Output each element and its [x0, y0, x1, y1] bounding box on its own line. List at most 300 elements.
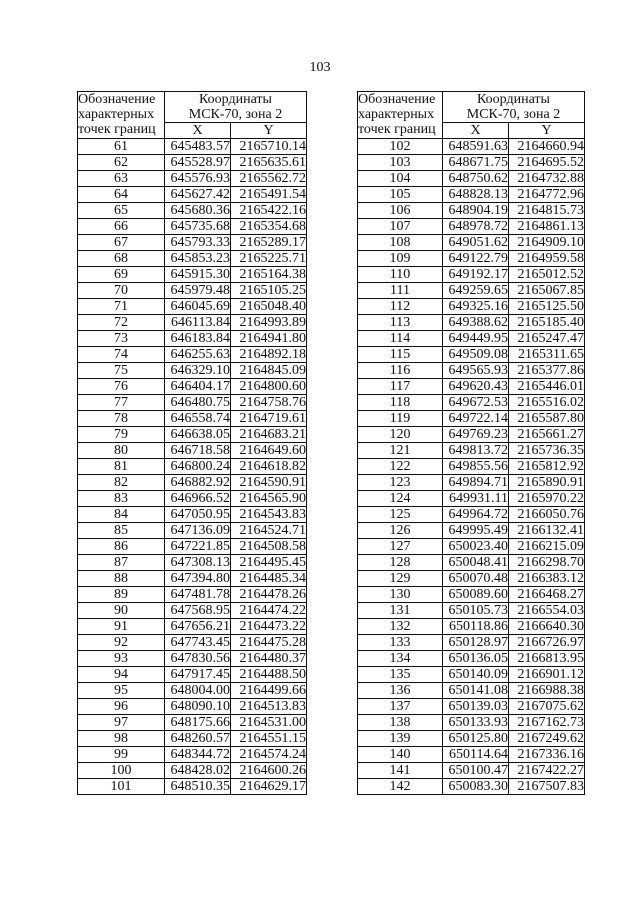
- point-number-cell: 103: [358, 155, 443, 171]
- point-number-cell: 126: [358, 523, 443, 539]
- y-coordinate-cell: 2165562.72: [231, 171, 307, 187]
- x-coordinate-cell: 648828.13: [443, 187, 509, 203]
- table-row: [78, 187, 307, 203]
- point-number-cell: 106: [358, 203, 443, 219]
- point-number-cell: 73: [78, 331, 165, 347]
- point-number-cell: 124: [358, 491, 443, 507]
- table-row: [78, 763, 307, 779]
- y-coordinate-cell: 2165311.65: [509, 347, 585, 363]
- table-row: [358, 379, 585, 395]
- coordinates-header: [443, 92, 585, 123]
- y-coordinate-cell: 2164488.50: [231, 667, 307, 683]
- point-number-cell: 62: [78, 155, 165, 171]
- x-coordinate-cell: 650083.30: [443, 779, 509, 795]
- y-coordinate-cell: 2165516.02: [509, 395, 585, 411]
- table-row: [358, 539, 585, 555]
- y-coordinate-cell: 2164909.10: [509, 235, 585, 251]
- point-number-cell: 65: [78, 203, 165, 219]
- x-coordinate-cell: 649855.56: [443, 459, 509, 475]
- y-coordinate-cell: 2165164.38: [231, 267, 307, 283]
- x-coordinate-cell: 646329.10: [165, 363, 231, 379]
- x-coordinate-cell: 645576.93: [165, 171, 231, 187]
- table-row: [78, 571, 307, 587]
- table-row: [358, 715, 585, 731]
- y-coordinate-cell: 2165354.68: [231, 219, 307, 235]
- table-row: [78, 331, 307, 347]
- table-row: [78, 443, 307, 459]
- x-coordinate-cell: 649672.53: [443, 395, 509, 411]
- x-coordinate-cell: 649388.62: [443, 315, 509, 331]
- table-row: [78, 235, 307, 251]
- x-coordinate-cell: 650128.97: [443, 635, 509, 651]
- x-coordinate-cell: 648591.63: [443, 139, 509, 155]
- table-row: [78, 667, 307, 683]
- table-row: [358, 491, 585, 507]
- table-row: [358, 603, 585, 619]
- point-number-cell: 120: [358, 427, 443, 443]
- point-number-cell: 130: [358, 587, 443, 603]
- y-coordinate-cell: 2165812.92: [509, 459, 585, 475]
- x-coordinate-cell: 648510.35: [165, 779, 231, 795]
- point-number-cell: 125: [358, 507, 443, 523]
- y-coordinate-cell: 2164485.34: [231, 571, 307, 587]
- point-number-cell: 75: [78, 363, 165, 379]
- point-number-cell: 113: [358, 315, 443, 331]
- x-coordinate-cell: 650125.80: [443, 731, 509, 747]
- y-coordinate-cell: 2164551.15: [231, 731, 307, 747]
- coordinates-title: Координаты: [199, 92, 272, 107]
- table-row: [358, 587, 585, 603]
- x-coordinate-cell: 647221.85: [165, 539, 231, 555]
- point-number-cell: 109: [358, 251, 443, 267]
- x-coordinate-cell: 649449.95: [443, 331, 509, 347]
- point-number-cell: 131: [358, 603, 443, 619]
- point-number-cell: 80: [78, 443, 165, 459]
- y-coordinate-cell: 2165105.25: [231, 283, 307, 299]
- x-coordinate-cell: 650048.41: [443, 555, 509, 571]
- y-coordinate-cell: 2165125.50: [509, 299, 585, 315]
- x-coordinate-cell: 647394.80: [165, 571, 231, 587]
- point-number-cell: 76: [78, 379, 165, 395]
- table-row: [358, 779, 585, 795]
- y-coordinate-cell: 2164618.82: [231, 459, 307, 475]
- table-row: [358, 203, 585, 219]
- y-coordinate-cell: 2164508.58: [231, 539, 307, 555]
- y-coordinate-cell: 2165377.86: [509, 363, 585, 379]
- point-number-cell: 67: [78, 235, 165, 251]
- point-number-cell: 90: [78, 603, 165, 619]
- x-coordinate-cell: 649931.11: [443, 491, 509, 507]
- x-coordinate-cell: 650105.73: [443, 603, 509, 619]
- x-coordinate-cell: 649995.49: [443, 523, 509, 539]
- y-coordinate-cell: 2164959.58: [509, 251, 585, 267]
- point-number-cell: 142: [358, 779, 443, 795]
- point-number-cell: 108: [358, 235, 443, 251]
- table-row: [358, 699, 585, 715]
- x-coordinate-cell: 649894.71: [443, 475, 509, 491]
- x-coordinate-cell: 646113.84: [165, 315, 231, 331]
- point-number-cell: 70: [78, 283, 165, 299]
- header-line: характерных: [358, 107, 435, 122]
- table-row: [358, 299, 585, 315]
- x-coordinate-cell: 647308.13: [165, 555, 231, 571]
- x-coordinate-cell: 646966.52: [165, 491, 231, 507]
- y-coordinate-cell: 2164695.52: [509, 155, 585, 171]
- x-coordinate-cell: 649620.43: [443, 379, 509, 395]
- table-row: [358, 251, 585, 267]
- y-coordinate-cell: 2165635.61: [231, 155, 307, 171]
- x-coordinate-cell: 645483.57: [165, 139, 231, 155]
- table-row: [78, 507, 307, 523]
- y-coordinate-cell: 2167422.27: [509, 763, 585, 779]
- table-row: [358, 523, 585, 539]
- x-coordinate-cell: 649722.14: [443, 411, 509, 427]
- table-row: [358, 747, 585, 763]
- table-row: [358, 507, 585, 523]
- header-line: характерных: [78, 107, 155, 122]
- coordinates-table-left: [77, 91, 307, 795]
- y-coordinate-cell: 2165446.01: [509, 379, 585, 395]
- point-number-cell: 96: [78, 699, 165, 715]
- y-coordinate-cell: 2164772.96: [509, 187, 585, 203]
- point-number-cell: 82: [78, 475, 165, 491]
- point-number-cell: 97: [78, 715, 165, 731]
- point-number-cell: 88: [78, 571, 165, 587]
- table-row: [358, 155, 585, 171]
- point-number-cell: 91: [78, 619, 165, 635]
- point-number-cell: 114: [358, 331, 443, 347]
- table-row: [78, 347, 307, 363]
- x-coordinate-cell: 650139.03: [443, 699, 509, 715]
- y-coordinate-cell: 2165247.47: [509, 331, 585, 347]
- y-coordinate-cell: 2164524.71: [231, 523, 307, 539]
- x-column-header: X: [165, 123, 231, 139]
- table-row: [78, 283, 307, 299]
- y-coordinate-cell: 2164861.13: [509, 219, 585, 235]
- table-row: [78, 219, 307, 235]
- y-coordinate-cell: 2165289.17: [231, 235, 307, 251]
- table-row: [358, 731, 585, 747]
- x-coordinate-cell: 647743.45: [165, 635, 231, 651]
- x-coordinate-cell: 646045.69: [165, 299, 231, 315]
- point-number-cell: 66: [78, 219, 165, 235]
- coordinate-system: МСК-70, зона 2: [188, 107, 283, 122]
- x-coordinate-cell: 646255.63: [165, 347, 231, 363]
- x-coordinate-cell: 649122.79: [443, 251, 509, 267]
- table-row: [78, 715, 307, 731]
- table-row: [358, 139, 585, 155]
- table-row: [78, 379, 307, 395]
- point-number-cell: 81: [78, 459, 165, 475]
- y-coordinate-cell: 2164649.60: [231, 443, 307, 459]
- x-coordinate-cell: 645915.30: [165, 267, 231, 283]
- point-number-cell: 129: [358, 571, 443, 587]
- x-coordinate-cell: 649192.17: [443, 267, 509, 283]
- x-coordinate-cell: 646183.84: [165, 331, 231, 347]
- point-number-cell: 128: [358, 555, 443, 571]
- y-coordinate-cell: 2164815.73: [509, 203, 585, 219]
- coordinates-table-right: [357, 91, 585, 795]
- y-coordinate-cell: 2164758.76: [231, 395, 307, 411]
- point-number-cell: 135: [358, 667, 443, 683]
- table-row: [358, 347, 585, 363]
- y-coordinate-cell: 2164495.45: [231, 555, 307, 571]
- point-number-cell: 64: [78, 187, 165, 203]
- point-number-cell: 99: [78, 747, 165, 763]
- x-coordinate-cell: 645680.36: [165, 203, 231, 219]
- point-number-cell: 111: [358, 283, 443, 299]
- y-coordinate-cell: 2164480.37: [231, 651, 307, 667]
- table-row: [78, 139, 307, 155]
- point-number-cell: 119: [358, 411, 443, 427]
- x-coordinate-cell: 646480.75: [165, 395, 231, 411]
- point-number-cell: 133: [358, 635, 443, 651]
- table-row: [78, 555, 307, 571]
- point-number-cell: 136: [358, 683, 443, 699]
- point-number-cell: 98: [78, 731, 165, 747]
- x-column-header: X: [443, 123, 509, 139]
- x-coordinate-cell: 647656.21: [165, 619, 231, 635]
- y-coordinate-cell: 2166988.38: [509, 683, 585, 699]
- table-row: [78, 539, 307, 555]
- x-coordinate-cell: 648750.62: [443, 171, 509, 187]
- point-number-cell: 63: [78, 171, 165, 187]
- table-row: [78, 699, 307, 715]
- table-row: [358, 651, 585, 667]
- y-coordinate-cell: 2166215.09: [509, 539, 585, 555]
- y-coordinate-cell: 2165587.80: [509, 411, 585, 427]
- table-row: [78, 635, 307, 651]
- point-number-cell: 89: [78, 587, 165, 603]
- header-line: Обозначение: [78, 92, 156, 107]
- x-coordinate-cell: 646638.05: [165, 427, 231, 443]
- table-row: [78, 299, 307, 315]
- table-row: [358, 267, 585, 283]
- point-number-cell: 87: [78, 555, 165, 571]
- table-row: [78, 603, 307, 619]
- table-row: [78, 251, 307, 267]
- table-row: [78, 683, 307, 699]
- y-coordinate-cell: 2165710.14: [231, 139, 307, 155]
- y-coordinate-cell: 2164543.83: [231, 507, 307, 523]
- x-coordinate-cell: 649769.23: [443, 427, 509, 443]
- x-coordinate-cell: 648428.02: [165, 763, 231, 779]
- y-coordinate-cell: 2164719.61: [231, 411, 307, 427]
- x-coordinate-cell: 648904.19: [443, 203, 509, 219]
- point-number-cell: 115: [358, 347, 443, 363]
- y-coordinate-cell: 2164629.17: [231, 779, 307, 795]
- y-coordinate-cell: 2164845.09: [231, 363, 307, 379]
- y-coordinate-cell: 2167075.62: [509, 699, 585, 715]
- y-coordinate-cell: 2166726.97: [509, 635, 585, 651]
- y-coordinate-cell: 2164800.60: [231, 379, 307, 395]
- x-coordinate-cell: 650023.40: [443, 539, 509, 555]
- y-coordinate-cell: 2164513.83: [231, 699, 307, 715]
- point-number-cell: 77: [78, 395, 165, 411]
- x-coordinate-cell: 647481.78: [165, 587, 231, 603]
- point-number-cell: 100: [78, 763, 165, 779]
- coordinates-header: [165, 92, 307, 123]
- point-number-cell: 140: [358, 747, 443, 763]
- table-row: [78, 587, 307, 603]
- y-coordinate-cell: 2164993.89: [231, 315, 307, 331]
- point-number-cell: 107: [358, 219, 443, 235]
- x-coordinate-cell: 648978.72: [443, 219, 509, 235]
- y-coordinate-cell: 2165970.22: [509, 491, 585, 507]
- x-coordinate-cell: 650133.93: [443, 715, 509, 731]
- point-number-cell: 132: [358, 619, 443, 635]
- x-coordinate-cell: 646718.58: [165, 443, 231, 459]
- point-number-cell: 116: [358, 363, 443, 379]
- table-body: [78, 139, 307, 795]
- table-row: [78, 459, 307, 475]
- point-number-cell: 105: [358, 187, 443, 203]
- x-coordinate-cell: 647830.56: [165, 651, 231, 667]
- y-coordinate-cell: 2164565.90: [231, 491, 307, 507]
- point-number-cell: 138: [358, 715, 443, 731]
- x-coordinate-cell: 645627.42: [165, 187, 231, 203]
- table-row: [358, 331, 585, 347]
- y-coordinate-cell: 2167507.83: [509, 779, 585, 795]
- point-number-cell: 95: [78, 683, 165, 699]
- y-coordinate-cell: 2166813.95: [509, 651, 585, 667]
- y-coordinate-cell: 2164600.26: [231, 763, 307, 779]
- y-coordinate-cell: 2164892.18: [231, 347, 307, 363]
- x-coordinate-cell: 645528.97: [165, 155, 231, 171]
- y-coordinate-cell: 2165012.52: [509, 267, 585, 283]
- point-number-cell: 104: [358, 171, 443, 187]
- table-row: [358, 459, 585, 475]
- x-coordinate-cell: 648090.10: [165, 699, 231, 715]
- table-row: [358, 363, 585, 379]
- point-number-cell: 92: [78, 635, 165, 651]
- x-coordinate-cell: 650114.64: [443, 747, 509, 763]
- x-coordinate-cell: 650100.47: [443, 763, 509, 779]
- point-number-cell: 141: [358, 763, 443, 779]
- table-row: [358, 619, 585, 635]
- x-coordinate-cell: 649509.08: [443, 347, 509, 363]
- y-coordinate-cell: 2164590.91: [231, 475, 307, 491]
- x-coordinate-cell: 648260.57: [165, 731, 231, 747]
- x-coordinate-cell: 649325.16: [443, 299, 509, 315]
- y-coordinate-cell: 2164531.00: [231, 715, 307, 731]
- x-coordinate-cell: 649813.72: [443, 443, 509, 459]
- coordinates-title: Координаты: [477, 92, 550, 107]
- table-row: [358, 763, 585, 779]
- y-column-header: Y: [509, 123, 585, 139]
- y-coordinate-cell: 2165736.35: [509, 443, 585, 459]
- y-coordinate-cell: 2167249.62: [509, 731, 585, 747]
- table-row: [78, 171, 307, 187]
- y-column-header: Y: [231, 123, 307, 139]
- point-designation-header: [358, 92, 443, 139]
- point-number-cell: 137: [358, 699, 443, 715]
- table-row: [78, 475, 307, 491]
- point-number-cell: 83: [78, 491, 165, 507]
- table-row: [358, 411, 585, 427]
- point-number-cell: 134: [358, 651, 443, 667]
- table-row: [78, 363, 307, 379]
- y-coordinate-cell: 2166468.27: [509, 587, 585, 603]
- point-number-cell: 123: [358, 475, 443, 491]
- table-row: [78, 155, 307, 171]
- table-row: [78, 523, 307, 539]
- table-row: [78, 395, 307, 411]
- y-coordinate-cell: 2165225.71: [231, 251, 307, 267]
- table-row: [358, 427, 585, 443]
- table-row: [358, 667, 585, 683]
- table-row: [78, 779, 307, 795]
- table-row: [78, 427, 307, 443]
- point-number-cell: 110: [358, 267, 443, 283]
- table-row: [358, 171, 585, 187]
- x-coordinate-cell: 650118.86: [443, 619, 509, 635]
- point-number-cell: 127: [358, 539, 443, 555]
- page-number: 103: [309, 60, 331, 75]
- header-line: точек границ: [78, 122, 156, 137]
- point-number-cell: 117: [358, 379, 443, 395]
- x-coordinate-cell: 646882.92: [165, 475, 231, 491]
- y-coordinate-cell: 2165491.54: [231, 187, 307, 203]
- table-row: [358, 683, 585, 699]
- table-row: [358, 395, 585, 411]
- x-coordinate-cell: 646404.17: [165, 379, 231, 395]
- table-row: [78, 651, 307, 667]
- point-number-cell: 61: [78, 139, 165, 155]
- table-row: [358, 235, 585, 251]
- table-row: [358, 475, 585, 491]
- point-number-cell: 94: [78, 667, 165, 683]
- x-coordinate-cell: 649051.62: [443, 235, 509, 251]
- table-row: [358, 635, 585, 651]
- y-coordinate-cell: 2167162.73: [509, 715, 585, 731]
- table-row: [358, 283, 585, 299]
- point-number-cell: 79: [78, 427, 165, 443]
- point-number-cell: 112: [358, 299, 443, 315]
- y-coordinate-cell: 2164474.22: [231, 603, 307, 619]
- x-coordinate-cell: 647136.09: [165, 523, 231, 539]
- table-row: [358, 315, 585, 331]
- point-designation-header: [78, 92, 165, 139]
- x-coordinate-cell: 647568.95: [165, 603, 231, 619]
- y-coordinate-cell: 2165067.85: [509, 283, 585, 299]
- x-coordinate-cell: 648004.00: [165, 683, 231, 699]
- x-coordinate-cell: 649259.65: [443, 283, 509, 299]
- x-coordinate-cell: 650140.09: [443, 667, 509, 683]
- point-number-cell: 78: [78, 411, 165, 427]
- x-coordinate-cell: 650136.05: [443, 651, 509, 667]
- table-row: [78, 203, 307, 219]
- point-number-cell: 93: [78, 651, 165, 667]
- x-coordinate-cell: 649964.72: [443, 507, 509, 523]
- point-number-cell: 69: [78, 267, 165, 283]
- point-number-cell: 72: [78, 315, 165, 331]
- x-coordinate-cell: 645853.23: [165, 251, 231, 267]
- x-coordinate-cell: 650141.08: [443, 683, 509, 699]
- point-number-cell: 86: [78, 539, 165, 555]
- table-row: [358, 443, 585, 459]
- y-coordinate-cell: 2166132.41: [509, 523, 585, 539]
- y-coordinate-cell: 2166383.12: [509, 571, 585, 587]
- point-number-cell: 71: [78, 299, 165, 315]
- point-number-cell: 68: [78, 251, 165, 267]
- x-coordinate-cell: 645979.48: [165, 283, 231, 299]
- y-coordinate-cell: 2165185.40: [509, 315, 585, 331]
- point-number-cell: 84: [78, 507, 165, 523]
- y-coordinate-cell: 2164473.22: [231, 619, 307, 635]
- coordinate-system: МСК-70, зона 2: [466, 107, 561, 122]
- y-coordinate-cell: 2164574.24: [231, 747, 307, 763]
